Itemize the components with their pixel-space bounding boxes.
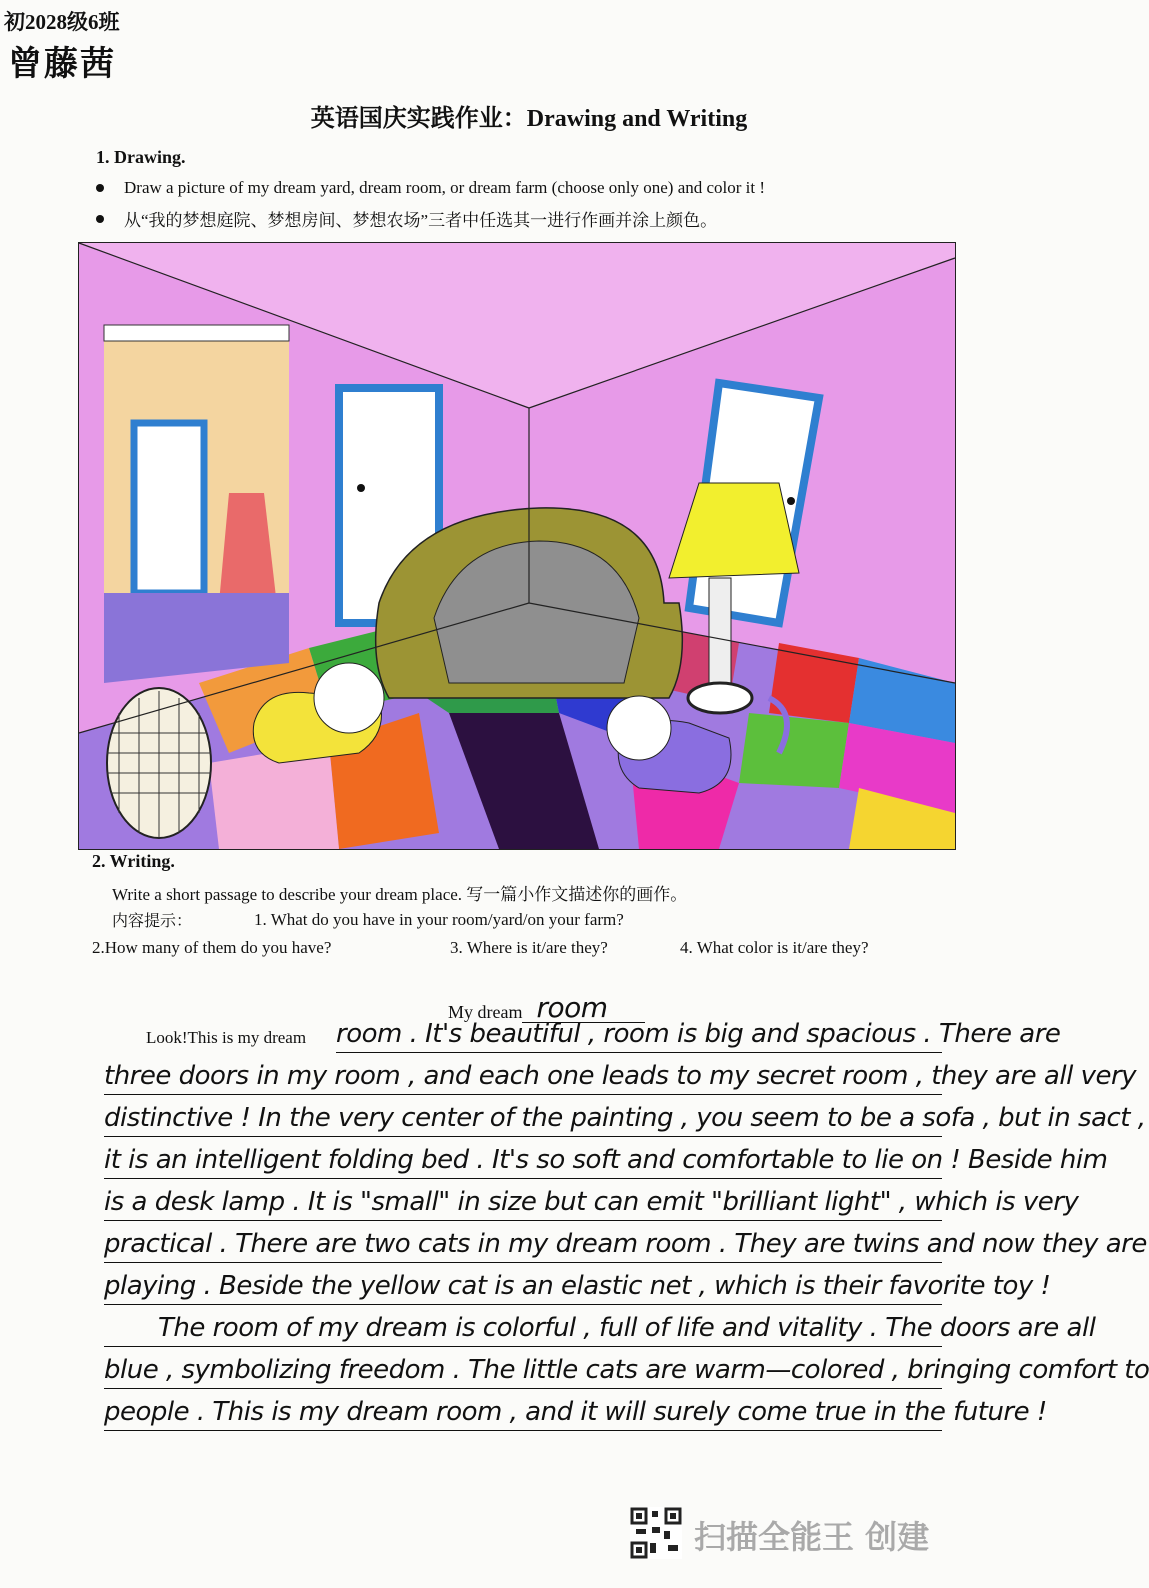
essay-lead: Look!This is my dream	[146, 1028, 307, 1047]
bullet-text: 从“我的梦想庭院、梦想房间、梦想农场”三者中任选其一进行作画并涂上颜色。	[124, 211, 718, 230]
bullet-icon	[96, 184, 104, 192]
purple-cat-head	[607, 696, 671, 760]
bullet-item	[96, 178, 765, 198]
section-writing-heading: 2. Writing.	[92, 851, 175, 871]
essay-heading-prefix: My dream	[448, 1002, 523, 1022]
writing-instruction: Write a short passage to describe your dream place. 写一篇小作文描述你的画作。	[112, 885, 688, 904]
essay-line: it is an intelligent folding bed . It's so soft and comfortable to lie on ! Beside him	[104, 1138, 942, 1179]
door-knob	[357, 484, 365, 492]
student-name: 曾藤茜	[8, 46, 116, 83]
essay-line: people . This is my dream room , and it will surely come true in the future !	[104, 1390, 942, 1431]
class-label: 初2028级6班	[4, 10, 120, 34]
essay-line: room . It's beautiful , room is big and spacious . There are	[336, 1012, 942, 1053]
qr-code-icon	[630, 1507, 682, 1559]
essay-line: is a desk lamp . It is "small" in size but can emit "brilliant light" , which is very	[104, 1180, 942, 1221]
bullet-item	[96, 206, 717, 231]
lamp-pole	[709, 578, 731, 688]
essay-line: distinctive ! In the very center of the painting , you seem to be a sofa , but in sact ,	[104, 1096, 942, 1137]
essay-heading-fill: room	[522, 994, 645, 1023]
dream-room-drawing	[78, 242, 956, 850]
tips-label: 内容提示：	[112, 913, 193, 930]
section-drawing-heading: 1. Drawing.	[96, 147, 186, 167]
page-title: 英语国庆实践作业：Drawing and Writing	[310, 106, 748, 132]
drawing-canvas	[79, 243, 955, 849]
essay-line: three doors in my room , and each one leads to my secret room , they are all very	[104, 1054, 942, 1095]
essay-line: blue , symbolizing freedom . The little cats are warm—colored , bringing comfort to	[104, 1348, 942, 1389]
bullet-text: Draw a picture of my dream yard, dream room, or dream farm (choose only one) and color it !	[124, 178, 766, 197]
essay-line: practical . There are two cats in my dream room . They are twins and now they are	[104, 1222, 942, 1263]
tip-question: 3. Where is it/are they?	[450, 938, 608, 957]
tip-question: 4. What color is it/are they?	[680, 938, 869, 957]
tip-question: 2.How many of them do you have?	[92, 938, 332, 957]
bullet-icon	[96, 215, 104, 223]
floor-tile	[739, 713, 849, 788]
yellow-cat-head	[314, 663, 384, 733]
tip-question: 1. What do you have in your room/yard/on your farm?	[254, 910, 624, 929]
scanner-watermark: 扫描全能王 创建	[694, 1518, 930, 1556]
door-left	[134, 423, 204, 593]
essay-line: The room of my dream is colorful , full of life and vitality . The doors are all	[104, 1306, 942, 1347]
lamp-base	[688, 683, 752, 713]
curtain-rod	[104, 325, 289, 341]
essay-line: playing . Beside the yellow cat is an elastic net , which is their favorite toy !	[104, 1264, 942, 1305]
door-knob	[787, 497, 795, 505]
